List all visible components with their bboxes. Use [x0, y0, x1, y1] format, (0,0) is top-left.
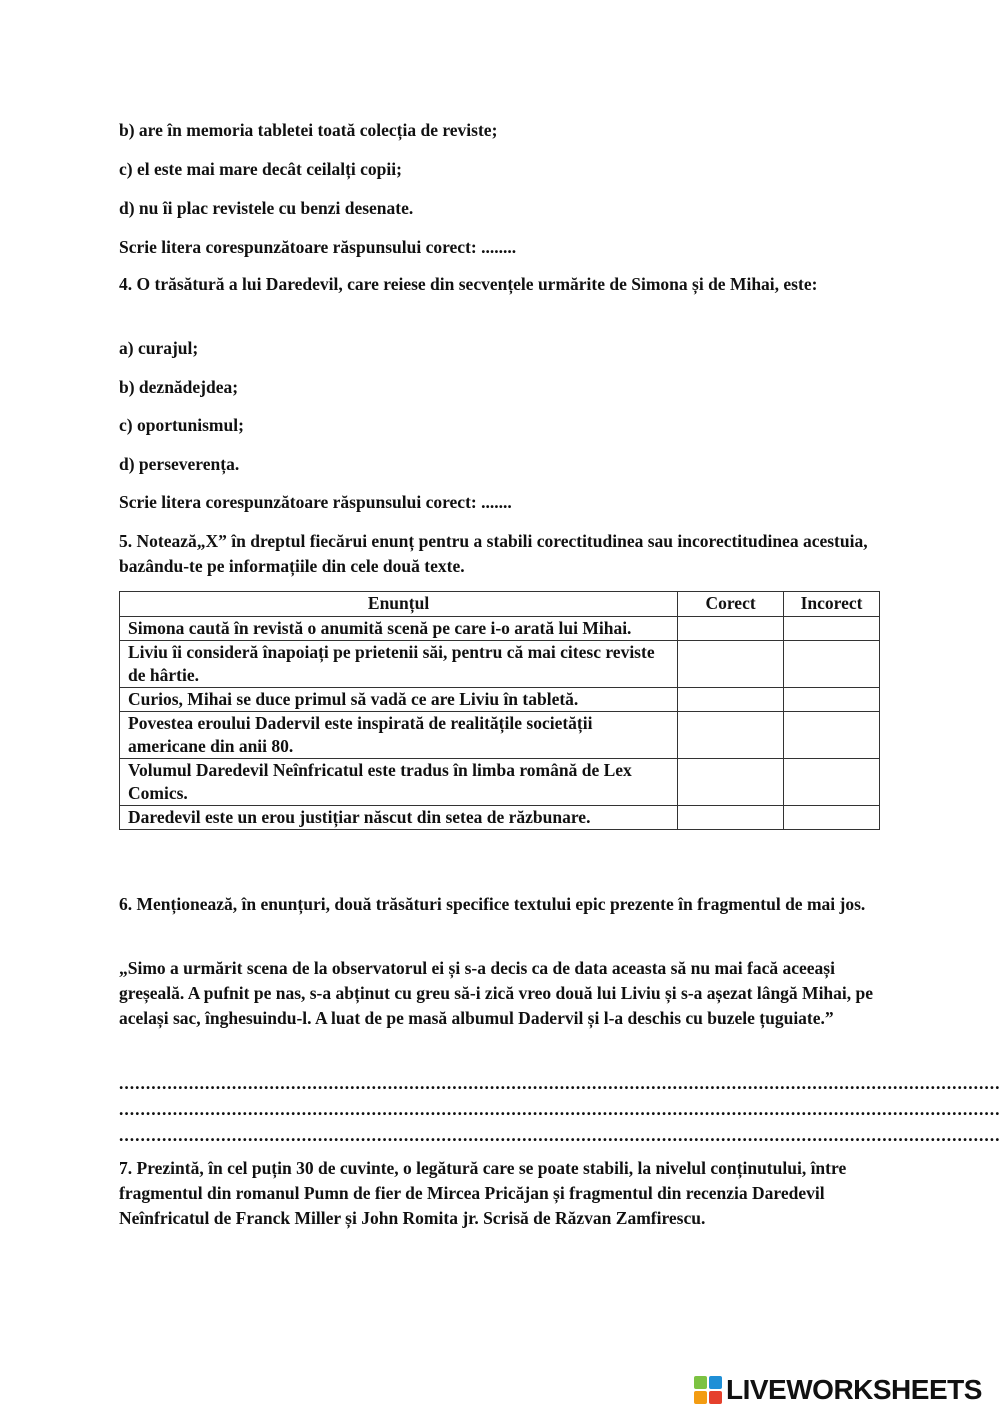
q4-option-c: c) oportunismul; [119, 415, 244, 435]
statement-cell: Volumul Daredevil Neînfricatul este tradus în limba română de Lex Comics. [120, 759, 678, 806]
q3-option-b: b) are în memoria tabletei toată colecția de reviste; [119, 120, 498, 140]
header-statement: Enunțul [120, 592, 678, 617]
statement-cell: Daredevil este un erou justițiar născut din setea de răzbunare. [120, 806, 678, 830]
table-row [120, 617, 880, 641]
q5-question: 5. Notează„X” în dreptul fiecărui enunț pentru a stabili corectitudinea sau incorectitudinea acestuia, bazându-te pe informațiile din cele două texte. [119, 531, 868, 576]
q4-option-a: a) curajul; [119, 338, 199, 358]
q7-question: 7. Prezintă, în cel puțin 30 de cuvinte, o legătură care se poate stabili, la nivelul conținutului, între fragmentul din romanul Pumn de fier de Mircea Pricăjan și fragmentul din recenzia Daredevil Neînfricatul de Franck Miller și John Romita jr. Scrisă de Răzvan Zamfirescu. [119, 1158, 847, 1228]
table-row [120, 688, 880, 712]
table-row [120, 641, 880, 688]
table-row [120, 806, 880, 830]
liveworksheets-logo-icon [694, 1376, 722, 1404]
incorrect-answer-box[interactable] [784, 688, 880, 712]
q3-answer-prompt: Scrie litera corespunzătoare răspunsului corect: ........ [119, 237, 517, 257]
answer-line[interactable]: .................................................................................................................................................................... [119, 1099, 1001, 1119]
correct-answer-box[interactable] [678, 759, 784, 806]
q3-option-d: d) nu îi plac revistele cu benzi desenate. [119, 198, 414, 218]
q4-question: 4. O trăsătură a lui Daredevil, care reiese din secvențele urmărite de Simona și de Mihai, este: [119, 274, 818, 294]
q3-option-c: c) el este mai mare decât ceilalți copii; [119, 159, 402, 179]
logo-text: LIVEWORKSHEETS [726, 1374, 982, 1405]
incorrect-answer-box[interactable] [784, 641, 880, 688]
table-header-row [120, 592, 880, 617]
answer-line[interactable]: .................................................................................................................................................................... [119, 1125, 1001, 1145]
statement-cell: Liviu îi consideră înapoiați pe prietenii săi, pentru că mai citesc reviste de hârtie. [120, 641, 678, 688]
statement-cell: Povestea eroului Dadervil este inspirată de realitățile societății americane din anii 80. [120, 712, 678, 759]
correct-answer-box[interactable] [678, 617, 784, 641]
incorrect-answer-box[interactable] [784, 806, 880, 830]
liveworksheets-logo [694, 1373, 982, 1407]
correct-answer-box[interactable] [678, 641, 784, 688]
incorrect-answer-box[interactable] [784, 712, 880, 759]
q4-option-d: d) perseverența. [119, 454, 240, 474]
correct-answer-box[interactable] [678, 806, 784, 830]
correct-answer-box[interactable] [678, 712, 784, 759]
table-row [120, 759, 880, 806]
table-row [120, 712, 880, 759]
q6-excerpt: „Simo a urmărit scena de la observatorul ei și s-a decis ca de data aceasta să nu mai facă aceeași greșeală. A pufnit pe nas, s-a abținut cu greu să-i zică vreo două lui Liviu și s-a așezat lângă Mihai, pe același sac, înghesuindu-l. A luat de pe masă albumul Dadervil și l-a deschis cu buzele țuguiate.” [119, 958, 874, 1028]
statements-table [119, 591, 880, 830]
header-incorrect: Incorect [784, 592, 880, 617]
q4-answer-prompt: Scrie litera corespunzătoare răspunsului corect: ....... [119, 492, 512, 512]
statement-cell: Simona caută în revistă o anumită scenă pe care i-o arată lui Mihai. [120, 617, 678, 641]
header-correct: Corect [678, 592, 784, 617]
answer-line[interactable]: .................................................................................................................................................................... [119, 1073, 1001, 1093]
incorrect-answer-box[interactable] [784, 759, 880, 806]
q6-question: 6. Menționează, în enunțuri, două trăsături specifice textului epic prezente în fragmentul de mai jos. [119, 894, 866, 914]
q4-option-b: b) deznădejdea; [119, 377, 239, 397]
incorrect-answer-box[interactable] [784, 617, 880, 641]
statement-cell: Curios, Mihai se duce primul să vadă ce are Liviu în tabletă. [120, 688, 678, 712]
correct-answer-box[interactable] [678, 688, 784, 712]
